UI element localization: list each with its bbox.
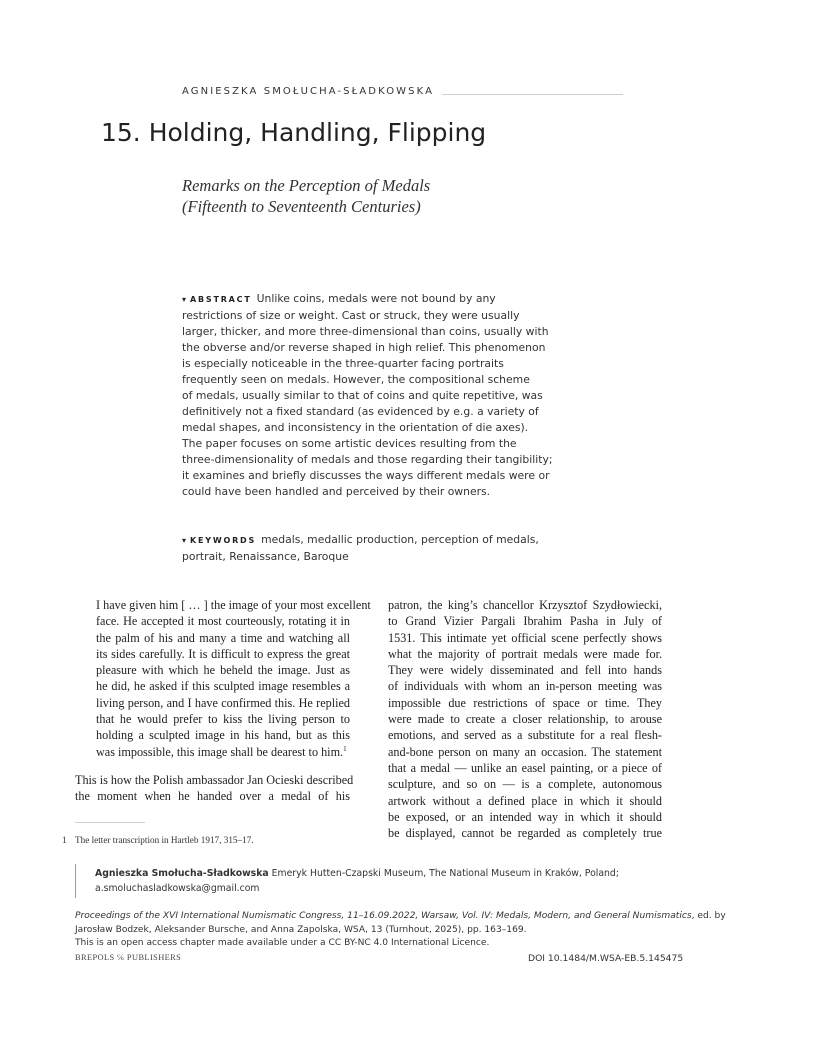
affiliation-name: Agnieszka Smołucha-Sładkowska <box>95 868 269 879</box>
keywords <box>182 532 554 565</box>
editors-line: Jarosław Bodzek, Aleksander Bursche, and Anna Zapolska, WSA, 13 (Turnhout, 2025), pp. 163–169. <box>75 924 527 935</box>
quote-line: I have given him [ … ] the image of your most excellent <box>96 598 371 612</box>
footnote-reference[interactable]: 1 <box>343 744 347 753</box>
subtitle-line: Remarks on the Perception of Medals <box>182 176 431 195</box>
footnote-rule <box>75 822 145 823</box>
abstract-line: is especially noticeable in the three-quarter facing portraits <box>182 357 504 370</box>
abstract-line: the obverse and/or reverse shaped in high relief. This phenomenon <box>182 341 546 354</box>
header-rule <box>442 94 623 95</box>
keywords-label: KEYWORDS <box>190 536 257 545</box>
affiliation-institution: Emeryk Hutten-Czapski Museum, The National Museum in Kraków, Poland; <box>271 868 619 879</box>
quote-line: he did, he asked if this sculpted image resembles a <box>96 679 350 694</box>
affiliation-bar <box>75 864 76 898</box>
abstract-line: Unlike coins, medals were not bound by any <box>256 292 496 305</box>
abstract-line: of medals, usually similar to that of coins and quite repetitive, was <box>182 389 543 402</box>
body-line: emotions, and served as a substitute for a real flesh- <box>388 728 662 743</box>
quote-line: pleasure with which he beheld the image. Just as <box>96 663 350 678</box>
body-line: were made to create a closer relationship, to arouse <box>388 712 662 727</box>
licence-line: This is an open access chapter made available under a CC BY-NC 4.0 International Licence. <box>75 938 490 948</box>
abstract-line: it examines and briefly discusses the ways different medals were or <box>182 469 550 482</box>
subtitle-line: (Fifteenth to Seventeenth Centuries) <box>182 197 421 216</box>
abstract-line: restrictions of size or weight. Cast or struck, they were usually <box>182 309 520 322</box>
affiliation-email[interactable]: a.smoluchasladkowska@gmail.com <box>95 883 260 894</box>
body-line: patron, the king’s chancellor Krzysztof Szydłowiecki, <box>388 598 662 612</box>
quote-last-line <box>96 744 350 760</box>
body-line: of individuals with whom an in-person meeting was <box>388 679 662 694</box>
keywords-first-line <box>182 532 554 549</box>
author-header: AGNIESZKA SMOŁUCHA-SŁADKOWSKA <box>182 86 435 97</box>
footnote <box>62 835 254 845</box>
triangle-marker-icon: ▾ <box>182 536 187 545</box>
quote-line: living person, and I have confirmed this. He replied <box>96 695 350 710</box>
editors-prefix: , ed. by <box>691 911 726 921</box>
abstract-line: medal shapes, and inconsistency in the orientation of die axes). <box>182 421 529 434</box>
footnote-text: The letter transcription in Hartleb 1917, 315–17. <box>75 835 254 845</box>
publisher: BREPOLS ℅ PUBLISHERS <box>75 953 182 962</box>
body-line: sculpture, and so on — is a complete, autonomous <box>388 777 662 792</box>
quote-line: the palm of his and many a time and watching all <box>96 630 350 645</box>
doi[interactable]: DOI 10.1484/M.WSA-EB.5.145475 <box>528 953 684 964</box>
keywords-line: portrait, Renaissance, Baroque <box>182 550 349 563</box>
quote-line: holding a sculpted image in his hand, but as this <box>96 728 350 743</box>
body-line: impossible due restrictions of space or time. They <box>388 695 662 710</box>
body-line: that a medal — unlike an easel painting, or a piece of <box>388 760 662 775</box>
footnote-number: 1 <box>62 835 67 845</box>
block-quote <box>96 597 371 760</box>
body-line: artwork without a defined place in which it should <box>388 793 662 808</box>
body-line: be exposed, or an intended way in which it should <box>388 809 662 824</box>
quote-line: face. He accepted it most courteously, rotating it in <box>96 614 350 629</box>
abstract-line: The paper focuses on some artistic devices resulting from the <box>182 437 517 450</box>
affiliation-line <box>95 866 619 881</box>
chapter-subtitle <box>182 175 430 217</box>
body-line: and-bone person on many an occasion. The statement <box>388 744 662 759</box>
publication-info <box>75 910 726 951</box>
abstract-line: could have been handled and perceived by their owners. <box>182 485 491 498</box>
body-text-right <box>388 597 662 841</box>
abstract <box>182 291 554 500</box>
abstract-line: larger, thicker, and more three-dimensional than coins, usually with <box>182 325 549 338</box>
abstract-line: frequently seen on medals. However, the compositional scheme <box>182 373 530 386</box>
body-text-left <box>75 772 354 805</box>
triangle-marker-icon: ▾ <box>182 295 187 304</box>
quote-line: was impossible, this image shall be dearest to him. <box>96 744 344 759</box>
quote-line: its sides carefully. It is difficult to express the great <box>96 646 350 661</box>
keywords-line: medals, medallic production, perception of medals, <box>261 533 539 546</box>
abstract-label: ABSTRACT <box>190 295 252 304</box>
chapter-title: 15. Holding, Handling, Flipping <box>101 118 487 147</box>
proceedings-title: Proceedings of the XVI International Numismatic Congress, 11–16.09.2022, Warsaw, Vol. IV: Medals, Modern, and General Numismatics <box>75 911 692 921</box>
body-line: This is how the Polish ambassador Jan Ocieski described <box>75 773 354 787</box>
author-affiliation <box>95 866 619 896</box>
abstract-line: three-dimensionality of medals and those regarding their tangibility; <box>182 453 553 466</box>
body-line: 1531. This intimate yet official scene perfectly shows <box>388 630 662 645</box>
abstract-first-line <box>182 291 554 308</box>
body-line: They were widely disseminated and fell into hands <box>388 663 662 678</box>
quote-line: that he would prefer to kiss the living person to <box>96 712 350 727</box>
body-line: the moment when he handed over a medal of his <box>75 789 350 804</box>
body-line: be displayed, cannot be regarded as completely true <box>388 826 662 841</box>
proceedings-line <box>75 910 726 924</box>
body-line: to Grand Vizier Pargali Ibrahim Pasha in July of <box>388 614 662 629</box>
abstract-line: definitively not a fixed standard (as evidenced by e.g. a variety of <box>182 405 539 418</box>
body-line: what the majority of portrait medals were made for. <box>388 646 662 661</box>
